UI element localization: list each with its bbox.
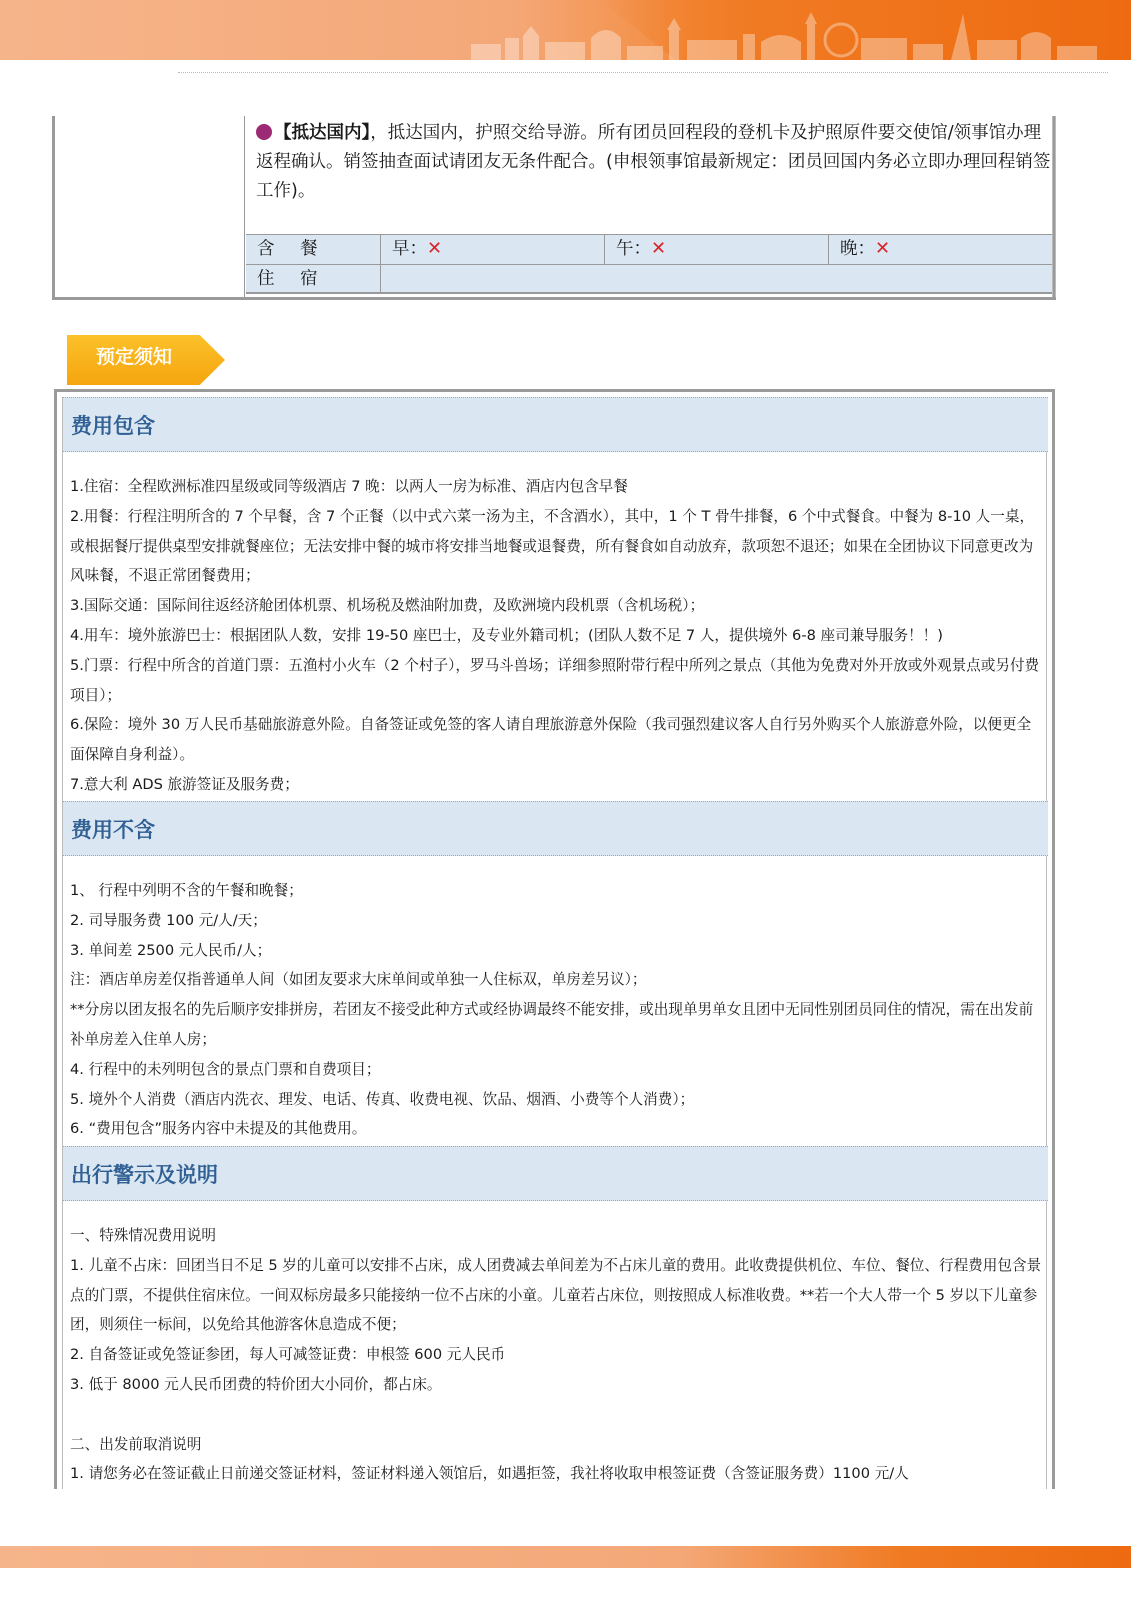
excluded-list	[70, 876, 1045, 1144]
warnings-item: 二、出发前取消说明	[70, 1435, 202, 1453]
no-dinner-icon: ✕	[875, 238, 891, 259]
day-title: 【抵达国内】	[274, 123, 371, 143]
excluded-item: 注：酒店单房差仅指普通单人间（如团友要求大床单间或单独一人住标双，单房差另议）；	[70, 971, 647, 989]
stay-row	[246, 264, 1052, 294]
breakfast-cell	[381, 235, 605, 264]
included-item: 2.用餐：行程注明所含的 7 个早餐，含 7 个正餐（以中式六菜一汤为主，不含酒水），其中，1 个 T 骨牛排餐，6 个中式餐食。中餐为 8-10 人一桌，或根据餐厅提供桌型安排就餐座位；无法安排中餐的城市将安排当地餐或退餐费，所有餐食如自动放弃，款项恕不退还；如果在全团协议下同意更改为风味餐，不退正常团餐费用；	[70, 507, 1035, 585]
lunch-label: 午：	[616, 239, 651, 259]
section-head-excluded	[63, 801, 1048, 856]
warnings-item: 2. 自备签证或免签证参团，每人可减签证费：申根签 600 元人民币	[70, 1346, 506, 1364]
booking-notes-box	[54, 389, 1055, 1489]
excluded-item: 3. 单间差 2500 元人民币/人；	[70, 941, 272, 959]
dinner-label: 晚：	[840, 239, 875, 259]
included-item: 1.住宿：全程欧洲标准四星级或同等级酒店 7 晚：以两人一房为标准、酒店内包含早餐	[70, 478, 628, 495]
meal-label: 含 餐	[246, 235, 381, 264]
excluded-item: 5. 境外个人消费（酒店内洗衣、理发、电话、传真、收费电视、饮品、烟酒、小费等个人消费）；	[70, 1090, 695, 1108]
booking-notes-inner	[62, 397, 1047, 1489]
day-body: ，抵达国内，护照交给导游。所有团员回程段的登机卡及护照原件要交使馆/领事馆办理返程确认。销签抽查面试请团友无条件配合。(申根领事馆最新规定：团员回国内务必立即办理回程销签工作)。	[256, 123, 1051, 201]
no-lunch-icon: ✕	[651, 238, 667, 259]
lunch-cell	[605, 235, 829, 264]
section-title-warnings: 出行警示及说明	[71, 1163, 218, 1187]
excluded-item: **分房以团友报名的先后顺序安排拼房，若团友不接受此种方式或经协调最终不能安排，或出现单男单女且团中无同性别团员同住的情况，需在出发前补单房差入住单人房；	[70, 1001, 1034, 1048]
warnings-item: 一、特殊情况费用说明	[70, 1227, 216, 1244]
excluded-item: 2. 司导服务费 100 元/人/天；	[70, 911, 267, 929]
day-label-column	[55, 116, 245, 297]
bullet-dot-icon	[256, 124, 272, 140]
no-breakfast-icon: ✕	[427, 238, 443, 259]
dinner-cell	[829, 235, 1052, 264]
footer-bar	[0, 1546, 1131, 1568]
city-skyline-icon	[461, 8, 1101, 60]
section-head-included	[63, 397, 1048, 452]
meal-row	[246, 234, 1052, 264]
header-banner	[0, 0, 1131, 60]
header-rule	[178, 72, 1108, 73]
excluded-item: 6. “费用包含”服务内容中未提及的其他费用。	[70, 1120, 367, 1138]
breakfast-label: 早：	[392, 239, 427, 259]
section-title-included: 费用包含	[71, 414, 155, 438]
warnings-item: 1. 儿童不占床：回团当日不足 5 岁的儿童可以安排不占床，成人团费减去单间差为不占床儿童的费用。此收费提供机位、车位、餐位、行程费用包含景点的门票，不提供住宿床位。一间双标房最多只能接纳一位不占床的小童。儿童若占床位，则按照成人标准收费。**若一个大人带一个 5 岁以下儿童参团，则须住一标间，以免给其他游客休息造成不便；	[70, 1256, 1042, 1334]
included-list	[70, 472, 1045, 800]
included-item: 3.国际交通：国际间往返经济舱团体机票、机场税及燃油附加费，及欧洲境内段机票（含机场税）；	[70, 597, 705, 615]
warnings-list	[70, 1221, 1045, 1489]
section-title-excluded: 费用不含	[71, 818, 155, 842]
booking-notes-tab-label: 预定须知	[96, 346, 173, 368]
table-right-edge	[1052, 116, 1056, 297]
warnings-item: 3. 低于 8000 元人民币团费的特价团大小同价，都占床。	[70, 1375, 442, 1393]
included-item: 6.保险：境外 30 万人民币基础旅游意外险。自备签证或免签的客人请自理旅游意外保险（我司强烈建议客人自行另外购买个人旅游意外险，以便更全面保障自身利益）。	[70, 716, 1032, 764]
included-item: 4.用车：境外旅游巴士：根据团队人数，安排 19-50 座巴士，及专业外籍司机；(团队人数不足 7 人，提供境外 6-8 座司兼导服务！！)	[70, 626, 943, 644]
included-item: 5.门票：行程中所含的首道门票：五渔村小火车（2 个村子），罗马斗兽场；详细参照附带行程中所列之景点（其他为免费对外开放或外观景点或另付费项目）；	[70, 656, 1040, 704]
day-itinerary-table	[52, 116, 1056, 300]
section-head-warnings	[63, 1146, 1048, 1201]
warnings-item: 1. 请您务必在签证截止日前递交签证材料，签证材料递入领馆后，如遇拒签，我社将收取申根签证费（含签证服务费）1100 元/人	[70, 1465, 909, 1483]
stay-label: 住 宿	[246, 265, 381, 292]
included-item: 7.意大利 ADS 旅游签证及服务费；	[70, 775, 299, 793]
excluded-item: 1、 行程中列明不含的午餐和晚餐；	[70, 882, 303, 899]
stay-value	[381, 265, 1052, 292]
excluded-item: 4. 行程中的未列明包含的景点门票和自费项目；	[70, 1060, 381, 1078]
day-description	[256, 119, 1051, 206]
